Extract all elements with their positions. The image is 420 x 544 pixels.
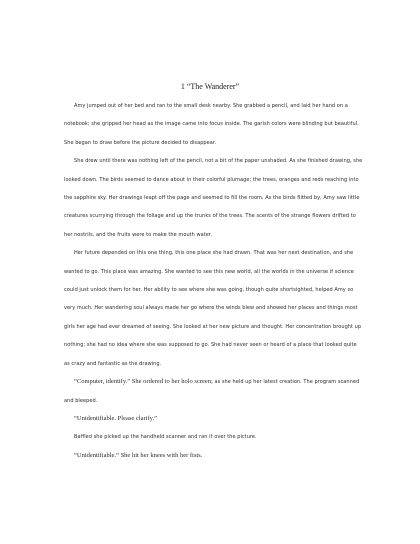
chapter-title: 1 “The Wanderer” bbox=[180, 82, 240, 91]
paragraph: Her future depended on this one thing, this one place she had drawn. That was her next destination, and she wanted to go. This place was amazing. She wanted to see this new world, all the worlds in the universe if science could just unlock them for her. Her ability to see where she was going, though quite shortsighted, helped Amy so very much. Her wandering soul always made her go where the winds blew and showed her places and things most girls her age had ever dreamed of seeing. She looked at her new picture and thought. Her concentration brought up nothing; she had no idea where she was supposed to go. She had never seen or heard of a place that looked quite as crazy and fantastic as the drawing. bbox=[64, 250, 362, 367]
dialog-quote: “Unidentifiable. Please clarify.” bbox=[74, 414, 157, 422]
dialog-quote: “Computer, identify.” She ordered to her holo screen; bbox=[74, 378, 213, 386]
paragraph: Baffled she picked up the handheld scanner and ran it over the picture. bbox=[74, 434, 257, 441]
dialog-quote: “Unidentifiable.” She hit her knees with her fists. bbox=[74, 451, 203, 459]
story-body bbox=[64, 97, 364, 465]
dialog-paragraph bbox=[64, 410, 364, 428]
paragraph: Amy jumped out of her bed and ran to the small desk nearby. She grabbed a pencil, and laid her hand on a notebook; she gripped her head as the image came into focus inside. The garish colors were blinding but beautiful. She began to draw before the picture decided to disappear. bbox=[64, 103, 359, 146]
paragraph: She drew until there was nothing left of the pencil, not a bit of the paper unshaded. As she finished drawing, she looked down. The birds seemed to dance about in their colorful plumage; the trees, oranges and reds reaching into the sapphire sky. Her drawings leapt off the page and seemed to fill the room. As the birds flitted by, Amy saw little creatures scurrying through the foliage and up the trunks of the trees. The scents of the strange flowers drifted to her nostrils, and the fruits were to make the mouth water. bbox=[64, 158, 363, 238]
dialog-paragraph bbox=[64, 373, 364, 410]
dialog-paragraph bbox=[64, 447, 364, 465]
dialog-narration: as she held up her latest creation. The program scanned and bleeped. bbox=[64, 379, 360, 404]
